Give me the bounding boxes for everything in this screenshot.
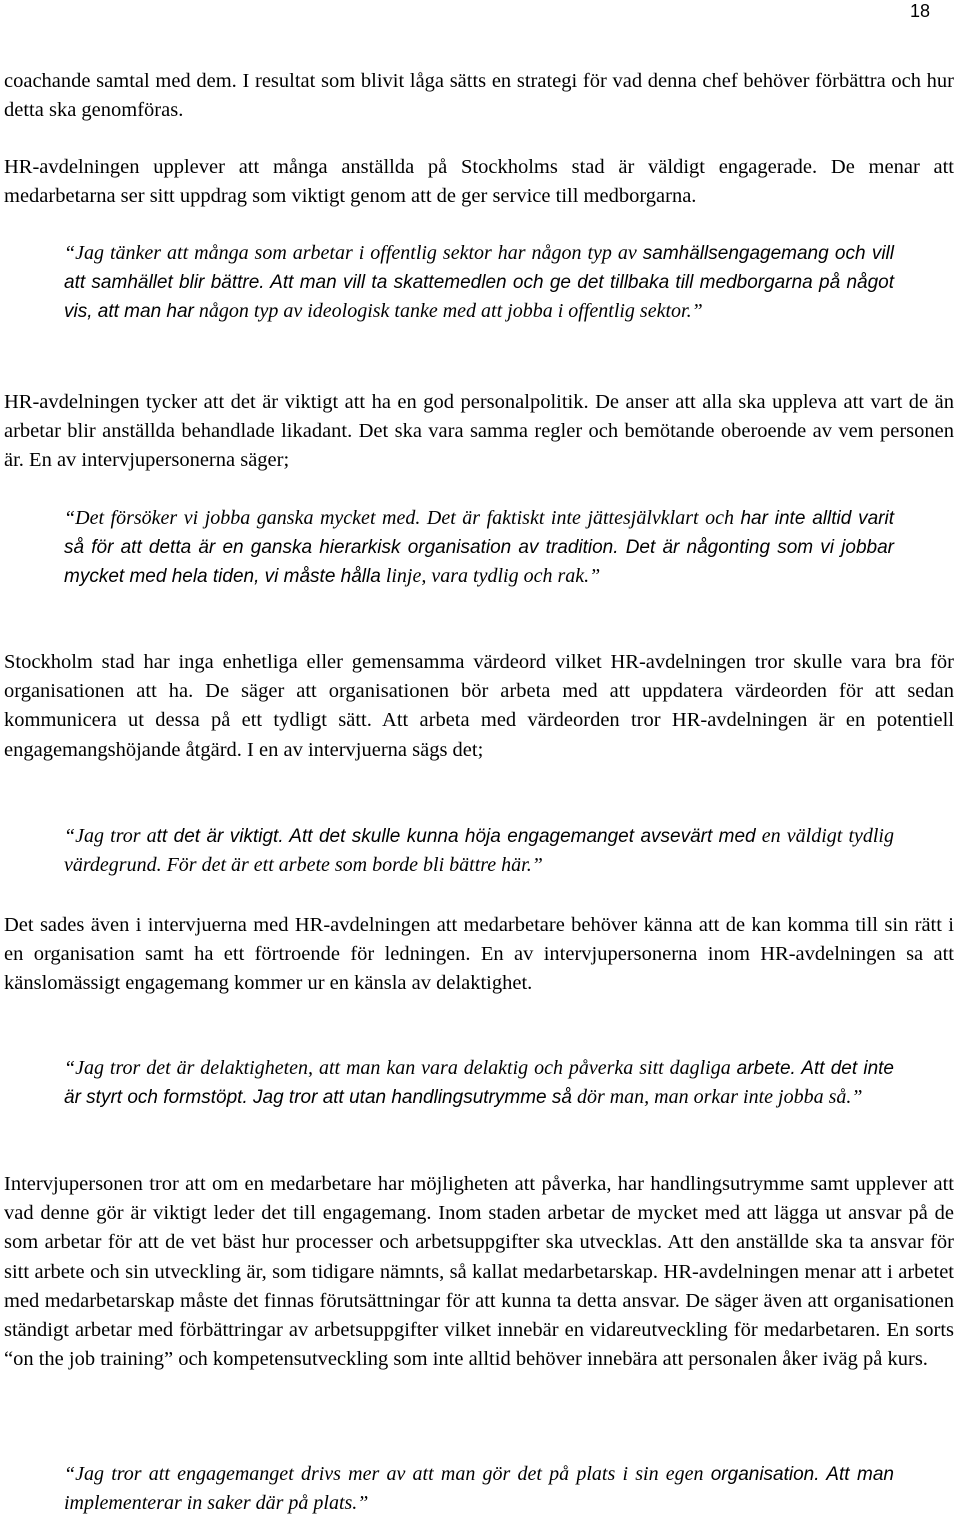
quote-text: linje, vara tydlig och rak.” (380, 565, 601, 588)
quote-participation (64, 1054, 894, 1112)
quote-text: har inte alltid varit så för att detta är en ganska hierarkisk organisation av tradition. Det är någonting som vi jobbar mycket med hela tiden, vi måste hålla (64, 508, 894, 588)
quote-text: någon typ av ideologisk tanke med att jobba i offentlig sektor.” (193, 300, 703, 323)
quote-text: organisation. Att man (710, 1464, 894, 1485)
paragraph-employeeship: Intervjupersonen tror att om en medarbetare har möjligheten att påverka, har handlingsutrymme samt upplever att vad denne gör är viktigt leder det till engagemang. Inom staden arbetar de mycket med att lägga ut ansvar på de som arbetar för att de vet bäst hur processer och arbetsuppgifter ska utvecklas. Att den anställde ska ta ansvar för sitt arbete och sin utveckling är, som tidigare nämnts, så kallat medarbetarskap. HR-avdelningen menar att i arbetet med medarbetarskap måste det finnas förutsättningar för att kunna ta detta ansvar. De säger även att organisationen ständigt arbetar med förbättringar av arbetsuppgifter vilket innebär en vidareutveckling för medarbetaren. En sorts “on the job training” och kompetensutveckling som inte alltid behöver innebära att personalen åker iväg på kurs. (4, 1173, 954, 1371)
quote-text: “Jag tror att engagemanget drivs mer av att man gör det på plats i sin egen (64, 1463, 711, 1485)
quote-public-sector (64, 239, 894, 327)
quote-text: implementerar in saker där på plats.” (64, 1492, 369, 1515)
quote-text: “Jag tror a (64, 825, 157, 847)
quote-text: dör man, man orkar inte jobba så.” (571, 1086, 863, 1109)
quote-text: arbete. Att det inte är styrt och formstöpt. Jag tror att utan handlingsutrymme så (64, 1058, 894, 1109)
page-number: 18 (909, 1, 930, 21)
paragraph-coaching: coachande samtal med dem. I resultat som blivit låga sätts en strategi för vad denna chef behöver förbättra och hur detta ska genomföras. (4, 70, 954, 122)
quote-text: “Jag tror det är delaktigheten, att man kan vara delaktig och påverka sitt dagliga (64, 1057, 737, 1079)
quote-text: “Jag tänker att många som arbetar i offentlig sektor har någon typ av (64, 242, 643, 264)
quote-text: en väldigt tydlig värdegrund. För det är ett arbete som borde bli bättre här.” (64, 825, 894, 877)
quote-text: “Det försöker vi jobba ganska mycket med. Det är faktiskt inte jättesjälvklart och (64, 507, 741, 529)
quote-values (64, 822, 894, 880)
quote-text: samhällsengagemang och vill att samhället blir bättre. Att man vill ta skattemedlen och ge det tillbaka till medborgarna på något vis, att man har (64, 243, 894, 323)
paragraph-trust: Det sades även i intervjuerna med HR-avdelningen att medarbetare behöver känna att de kan komma till sin rätt i en organisation samt ha ett förtroende för ledningen. En av intervjupersonerna inom HR-avdelningen sa att känslomässigt engagemang kommer ur en känsla av delaktighet. (4, 914, 954, 995)
paragraph-engagement: HR-avdelningen upplever att många anställda på Stockholms stad är väldigt engagerade. De menar att medarbetarna ser sitt uppdrag som viktigt genom att de ger service till medborgarna. (4, 156, 954, 208)
paragraph-personnel-policy: HR-avdelningen tycker att det är viktigt att ha en god personalpolitik. De anser att alla ska uppleva att vart de än arbetar blir anställda behandlade likadant. Det ska vara samma regler och bemötande oberoende av vem personen är. En av intervjupersonerna säger; (4, 391, 954, 472)
quote-text: tt det är viktigt. Att det skulle kunna höja engagemanget avsevärt med (156, 826, 756, 847)
quote-hierarchy (64, 504, 894, 592)
quote-organisation (64, 1460, 894, 1518)
paragraph-core-values: Stockholm stad har inga enhetliga eller gemensamma värdeord vilket HR-avdelningen tror skulle vara bra för organisationen att ha. De säger att organisationen bör arbeta med att uppdatera värdeorden för att sedan kommunicera ut dessa på ett tydligt sätt. Att arbeta med värdeorden tror HR-avdelningen är en potentiell engagemangshöjande åtgärd. I en av intervjuerna sägs det; (4, 651, 954, 761)
